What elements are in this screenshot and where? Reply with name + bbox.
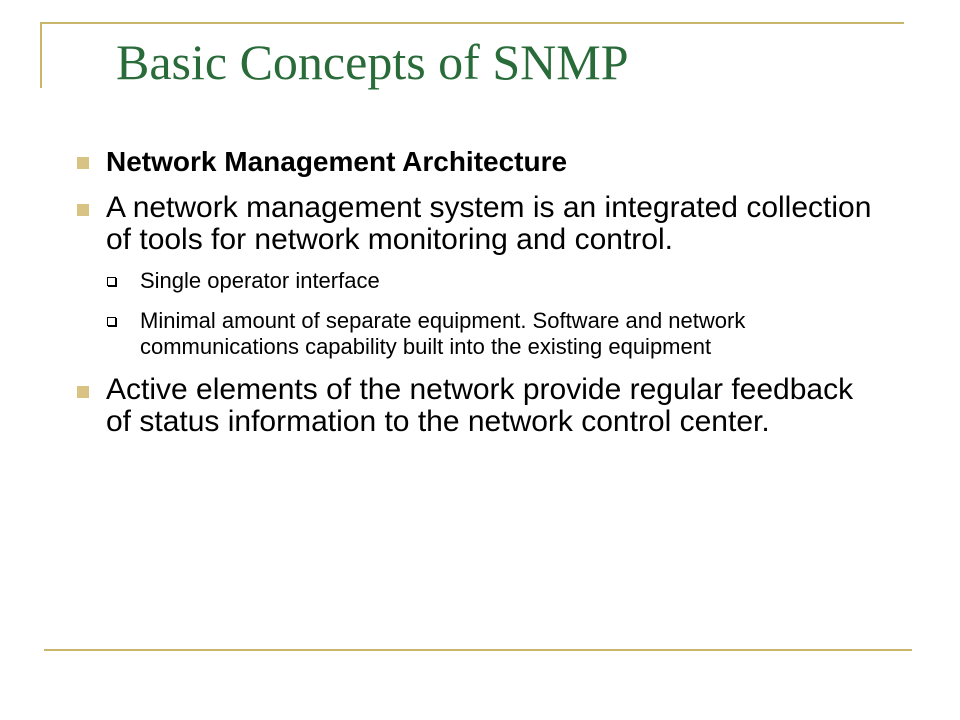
bullet-text: Active elements of the network provide regular feedback of status information to the network control center. bbox=[106, 373, 854, 438]
bullet-active-elements bbox=[76, 374, 876, 438]
bullet-text: A network management system is an integrated collection of tools for network monitoring and control. bbox=[106, 191, 872, 256]
slide-content bbox=[76, 146, 876, 452]
sub-bullet-list bbox=[106, 268, 876, 360]
sub-bullet-single-operator-interface bbox=[106, 268, 876, 294]
hollow-square-bullet-icon bbox=[107, 317, 116, 326]
sub-bullet-text: Minimal amount of separate equipment. Software and network communications capability built into the existing equipment bbox=[140, 308, 746, 359]
slide-title: Basic Concepts of SNMP bbox=[116, 34, 629, 90]
bullet-nms-definition bbox=[76, 192, 876, 256]
bullet-network-management-architecture bbox=[76, 146, 876, 178]
bullet-text: Network Management Architecture bbox=[106, 146, 568, 177]
left-frame-line bbox=[40, 22, 42, 88]
bottom-frame-line bbox=[44, 649, 912, 651]
top-frame-line bbox=[40, 22, 904, 24]
square-bullet-icon bbox=[77, 386, 89, 398]
sub-bullet-text: Single operator interface bbox=[140, 268, 380, 293]
square-bullet-icon bbox=[77, 204, 89, 216]
square-bullet-icon bbox=[77, 157, 89, 169]
sub-bullet-minimal-equipment bbox=[106, 308, 876, 360]
hollow-square-bullet-icon bbox=[107, 277, 116, 286]
